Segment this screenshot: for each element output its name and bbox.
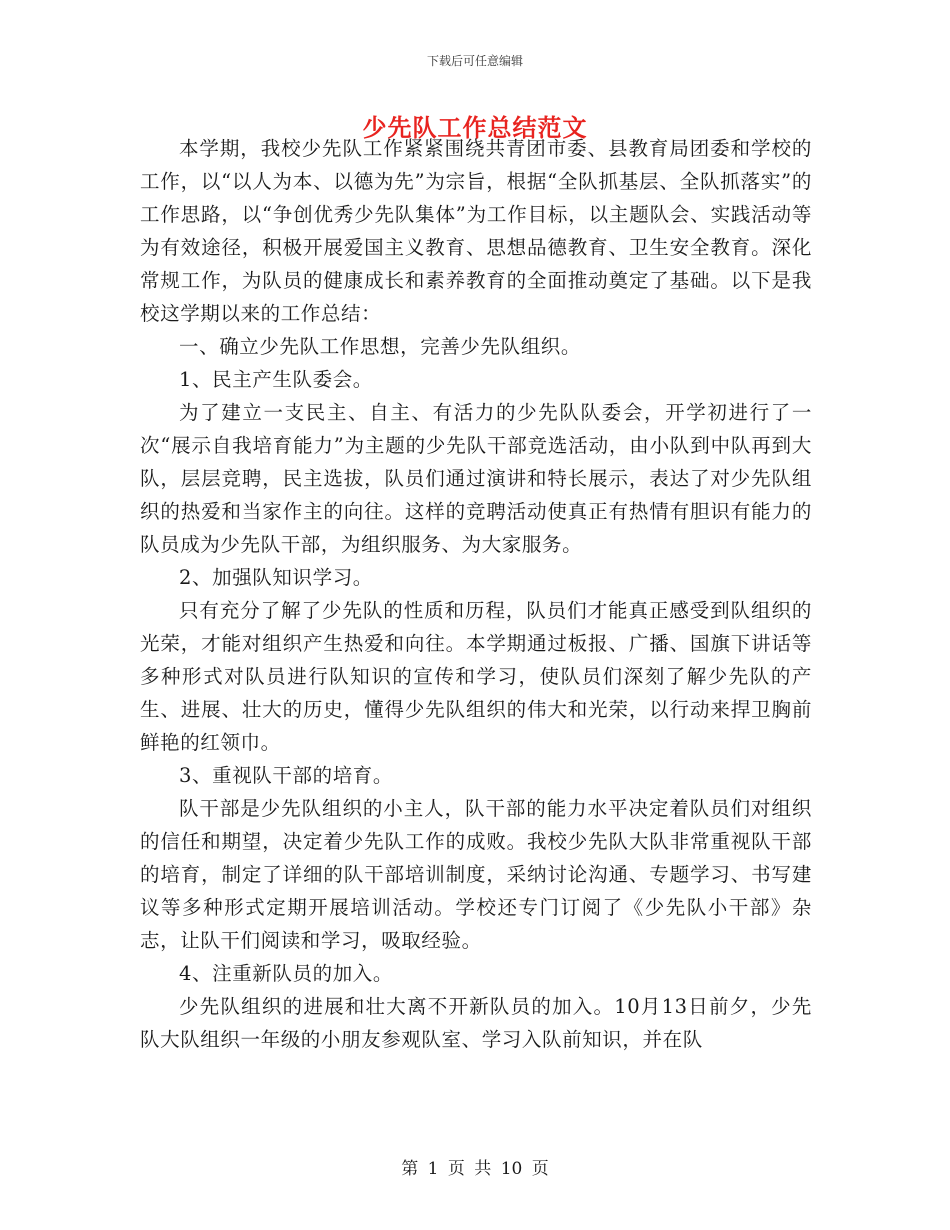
document-body (140, 132, 812, 1056)
subheading-4: 4、注重新队员的加入。 (179, 962, 394, 985)
subheading-3: 3、重视队干部的培育。 (179, 764, 394, 787)
subheading-2: 2、加强队知识学习。 (179, 566, 373, 589)
paragraph-knowledge: 只有充分了解了少先队的性质和历程，队员们才能真正感受到队组织的光荣，才能对组织产生热爱和向往。本学期通过板报、广播、国旗下讲话等多种形式对队员进行队知识的宣传和学习，使队员们深刻了解少先队的产生、进展、壮大的历史，懂得少先队组织的伟大和光荣，以行动来捍卫胸前鲜艳的红领巾。 (140, 599, 812, 754)
paragraph-new-members: 少先队组织的进展和壮大离不开新队员的加入。10月13日前夕，少先队大队组织一年级的小朋友参观队室、学习入队前知识，并在队 (140, 995, 812, 1051)
subheading-1: 1、民主产生队委会。 (179, 368, 373, 391)
page-footer-page-number: 第 1 页 共 10 页 (401, 1159, 549, 1179)
section-heading-1: 一、确立少先队工作思想，完善少先队组织。 (179, 335, 582, 358)
page-header-note: 下载后可任意编辑 (426, 54, 523, 68)
paragraph-intro: 本学期，我校少先队工作紧紧围绕共青团市委、县教育局团委和学校的工作，以“以人为本、以德为先”为宗旨，根据“全队抓基层、全队抓落实”的工作思路，以“争创优秀少先队集体”为工作目标，以主题队会、实践活动等为有效途径，积极开展爱国主义教育、思想品德教育、卫生安全教育。深化常规工作，为队员的健康成长和素养教育的全面推动奠定了基础。以下是我校这学期以来的工作总结： (140, 137, 812, 325)
paragraph-cadre: 队干部是少先队组织的小主人，队干部的能力水平决定着队员们对组织的信任和期望，决定着少先队工作的成败。我校少先队大队非常重视队干部的培育，制定了详细的队干部培训制度，采纳讨论沟通、专题学习、书写建议等多种形式定期开展培训活动。学校还专门订阅了《少先队小干部》杂志，让队干们阅读和学习，吸取经验。 (140, 797, 812, 952)
document-title: 少先队工作总结范文 (362, 113, 588, 142)
paragraph-committee: 为了建立一支民主、自主、有活力的少先队队委会，开学初进行了一次“展示自我培育能力”为主题的少先队干部竞选活动，由小队到中队再到大队，层层竞聘，民主选拔，队员们通过演讲和特长展示，表达了对少先队组织的热爱和当家作主的向往。这样的竞聘活动使真正有热情有胆识有能力的队员成为少先队干部，为组织服务、为大家服务。 (140, 401, 812, 556)
